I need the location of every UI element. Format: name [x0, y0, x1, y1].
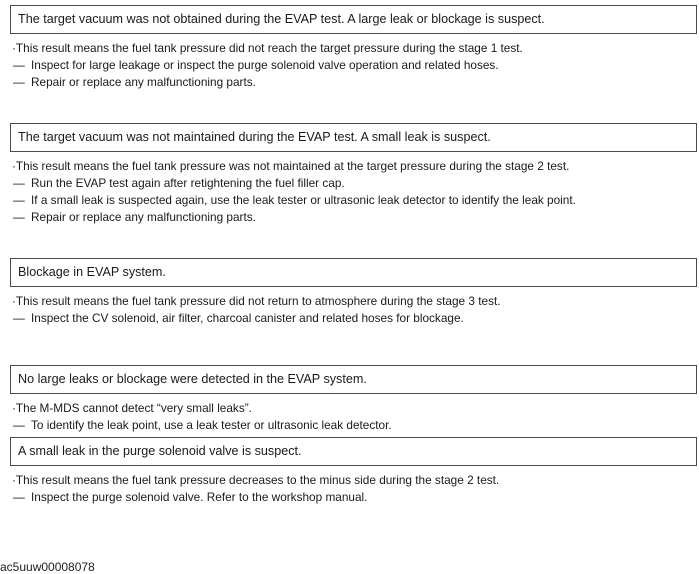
guidance-list	[10, 472, 697, 506]
step-text: If a small leak is suspected again, use the leak tester or ultrasonic leak detector to identify the leak point.	[31, 193, 576, 207]
step-item	[10, 310, 697, 327]
step-text: Repair or replace any malfunctioning parts.	[31, 75, 256, 89]
image-code: ac5uuw00008078	[0, 560, 95, 574]
step-text: Repair or replace any malfunctioning parts.	[31, 210, 256, 224]
guidance-list	[10, 158, 697, 226]
step-item	[10, 175, 697, 192]
step-text: Inspect for large leakage or inspect the purge solenoid valve operation and related hoses.	[31, 58, 499, 72]
step-item	[10, 192, 697, 209]
step-text: To identify the leak point, use a leak tester or ultrasonic leak detector.	[31, 418, 392, 432]
dash-marker: —	[13, 418, 25, 432]
result-box: The target vacuum was not obtained during the EVAP test. A large leak or blockage is suspect.	[10, 5, 697, 34]
dash-marker: —	[13, 58, 25, 72]
explanation-text: ·This result means the fuel tank pressure did not reach the target pressure during the stage 1 test.	[12, 41, 523, 55]
guidance-list	[10, 400, 697, 434]
dash-marker: —	[13, 210, 25, 224]
result-section-small-leak	[10, 123, 697, 226]
step-text: Run the EVAP test again after retightening the fuel filler cap.	[31, 176, 345, 190]
explanation-text: ·The M-MDS cannot detect “very small leaks”.	[12, 401, 252, 415]
step-item	[10, 74, 697, 91]
result-box: A small leak in the purge solenoid valve is suspect.	[10, 437, 697, 466]
result-box: Blockage in EVAP system.	[10, 258, 697, 287]
explanation-text: ·This result means the fuel tank pressure decreases to the minus side during the stage 2 test.	[12, 473, 500, 487]
dash-marker: —	[13, 490, 25, 504]
dash-marker: —	[13, 311, 25, 325]
result-section-purge-valve	[10, 437, 697, 506]
dash-marker: —	[13, 75, 25, 89]
step-item	[10, 417, 697, 434]
dash-marker: —	[13, 193, 25, 207]
explanation-text: ·This result means the fuel tank pressure was not maintained at the target pressure during the stage 2 test.	[12, 159, 570, 173]
result-section-no-leak	[10, 365, 697, 434]
guidance-list	[10, 40, 697, 91]
result-section-blockage	[10, 258, 697, 327]
step-item	[10, 489, 697, 506]
result-section-large-leak	[10, 5, 697, 91]
step-item	[10, 57, 697, 74]
step-item	[10, 209, 697, 226]
result-box: The target vacuum was not maintained during the EVAP test. A small leak is suspect.	[10, 123, 697, 152]
guidance-list	[10, 293, 697, 327]
explanation-text: ·This result means the fuel tank pressure did not return to atmosphere during the stage 3 test.	[12, 294, 501, 308]
dash-marker: —	[13, 176, 25, 190]
step-text: Inspect the purge solenoid valve. Refer to the workshop manual.	[31, 490, 368, 504]
step-text: Inspect the CV solenoid, air filter, charcoal canister and related hoses for blockage.	[31, 311, 464, 325]
result-box: No large leaks or blockage were detected in the EVAP system.	[10, 365, 697, 394]
